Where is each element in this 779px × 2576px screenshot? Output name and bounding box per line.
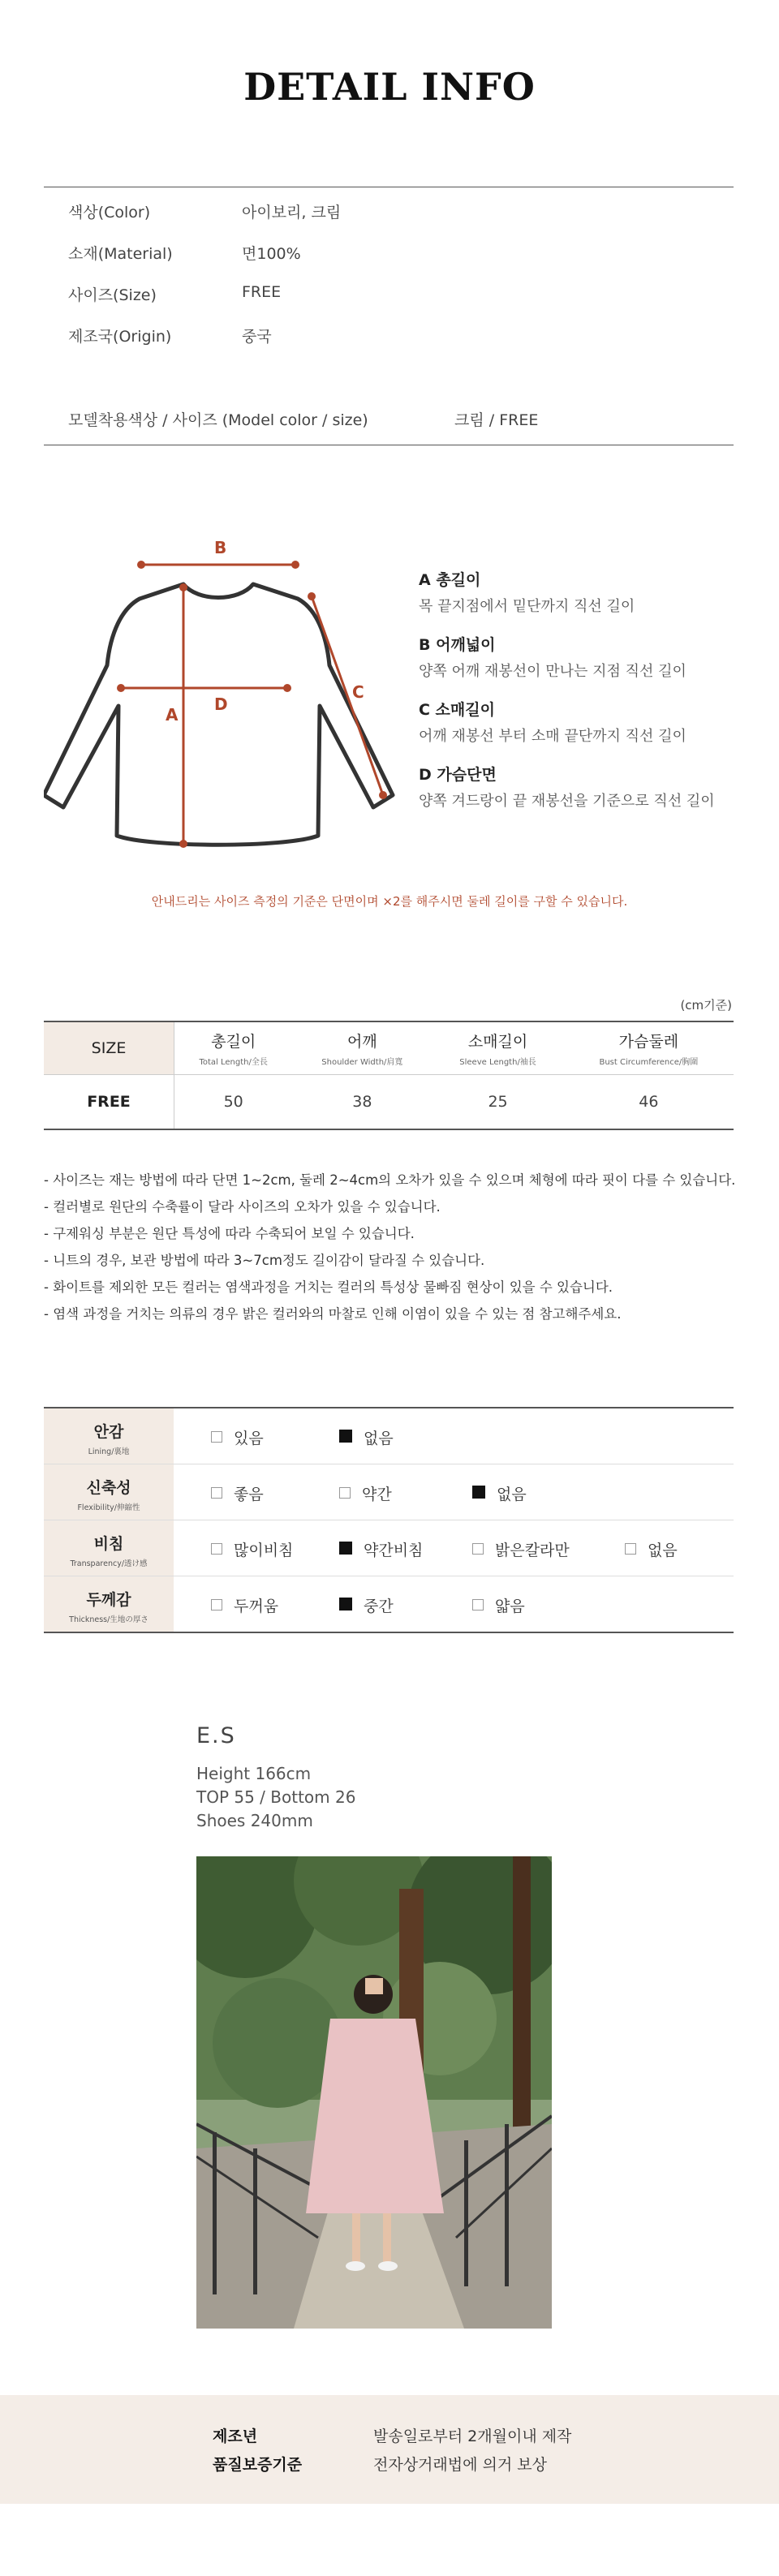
fabric-label [44,1520,174,1576]
diagram-letter-a: A [166,705,179,725]
fabric-label-ko: 비침 [93,1535,124,1553]
header-ko: 총길이 [211,1033,256,1051]
measurement-d [419,763,715,811]
fabric-option [339,1538,423,1560]
table-header-row [44,1021,734,1075]
fabric-option [211,1426,264,1448]
info-value: 아이보리, 크림 [242,204,342,221]
model-name: E.S [196,1723,236,1748]
info-label: 소재(Material) [68,245,173,263]
option-label: 없음 [364,1430,394,1447]
option-label: 있음 [234,1430,264,1447]
checkbox-checked-icon [339,1598,352,1611]
fabric-row-transparency [44,1520,734,1576]
diagram-letter-c: C [352,682,364,702]
header-ko: 소매길이 [467,1033,528,1051]
header-en: Shoulder Width/肩寬 [321,1058,403,1067]
info-label: 사이즈(Size) [68,286,157,304]
note-line: - 사이즈는 재는 방법에 따라 단면 1~2cm, 둘레 2~4cm의 오차가 있을 수 있으며 체형에 따라 핏이 다를 수 있습니다. [44,1172,736,1188]
option-label: 중간 [364,1598,394,1615]
fabric-row-thickness [44,1576,734,1633]
size-note: 안내드리는 사이즈 측정의 기준은 단면이며 ×2를 해주시면 둘레 길이를 구할 수 있습니다. [151,894,628,909]
size-table [44,1021,734,1130]
measurement-b [419,633,686,681]
footer-label: 품질보증기준 [213,2456,303,2474]
checkbox-checked-icon [339,1542,352,1555]
checkbox-icon [211,1487,222,1499]
model-size: TOP 55 / Bottom 26 [196,1787,356,1807]
fabric-option [472,1482,527,1504]
header-en: Bust Circumference/胸圍 [599,1058,699,1067]
note-line: - 니트의 경우, 보관 방법에 따라 3~7cm정도 길이감이 달라질 수 있습니다. [44,1253,485,1268]
option-label: 약간 [362,1486,392,1503]
model-shoes: Shoes 240mm [196,1811,313,1830]
fabric-option [211,1594,278,1616]
info-value: 크림 / FREE [454,411,539,429]
checkbox-checked-icon [339,1430,352,1443]
fabric-option [339,1426,394,1448]
fabric-row-lining [44,1407,734,1464]
info-label: 제조국(Origin) [68,328,172,346]
table-header-cell [564,1021,734,1075]
checkbox-icon [211,1543,222,1555]
size-notes [44,1167,758,1327]
option-label: 없음 [648,1542,678,1559]
fabric-label [44,1464,174,1520]
measurement-desc: 어깨 재봉선 부터 소매 끝단까지 직선 길이 [419,728,686,745]
note-line: - 화이트를 제외한 모든 컬러는 염색과정을 거치는 컬러의 특성상 물빠짐 현상이 있을 수 있습니다. [44,1279,613,1295]
option-label: 약간비침 [364,1542,424,1559]
garment-outline [44,584,393,845]
fabric-label [44,1576,174,1632]
fabric-option [339,1482,392,1504]
model-photo [196,1856,552,2329]
note-line: - 컬러별로 원단의 수축률이 달라 사이즈의 오차가 있을 수 있습니다. [44,1199,441,1215]
fabric-option [211,1482,264,1504]
checkbox-icon [472,1543,484,1555]
measurement-title: B 어깨넓이 [419,636,496,654]
model-spec [196,1762,355,1833]
fabric-label-ko: 안감 [93,1423,124,1441]
checkbox-icon [472,1599,484,1611]
footer-info [0,2395,779,2504]
table-row [44,1075,734,1130]
info-label: 모델착용색상 / 사이즈 (Model color / size) [68,411,368,429]
table-header-cell [292,1021,432,1075]
table-header-cell [432,1021,563,1075]
checkbox-icon [339,1487,351,1499]
header-ko: 어깨 [346,1033,377,1051]
header-en: Sleeve Length/袖長 [459,1058,536,1067]
option-label: 많이비침 [234,1542,294,1559]
option-label: 없음 [497,1486,527,1503]
checkbox-icon [211,1599,222,1611]
model-height: Height 166cm [196,1764,312,1783]
header-en: Total Length/全長 [199,1058,268,1067]
option-label: 얇음 [495,1598,525,1615]
diagram-letter-d: D [214,695,228,714]
option-label: 밝은칼라만 [495,1542,570,1559]
header-ko: 가슴둘레 [618,1033,679,1051]
fabric-label-en: Transparency/透け感 [70,1559,148,1568]
footer-value: 발송일로부터 2개월이내 제작 [373,2428,572,2445]
fabric-option [211,1538,293,1560]
measurement-c [419,698,686,746]
checkbox-checked-icon [472,1486,485,1499]
fabric-label [44,1408,174,1464]
unit-label: (cm기준) [680,998,732,1013]
fabric-label-ko: 신축성 [86,1479,131,1497]
measurement-title: A 총길이 [419,571,481,589]
diagram-letter-b: B [214,538,227,557]
page-title: DETAIL INFO [243,65,536,109]
measurement-desc: 목 끝지점에서 밑단까지 직선 길이 [419,598,635,615]
table-cell: 50 [174,1075,293,1130]
measurement-title: D 가슴단면 [419,766,497,784]
note-line: - 염색 과정을 거치는 의류의 경우 밝은 컬러와의 마찰로 인해 이염이 있을 수 있는 점 참고해주세요. [44,1306,622,1322]
fabric-table [44,1407,734,1633]
garment-measurement-diagram [44,527,409,868]
footer-label: 제조년 [213,2428,258,2445]
table-header-cell [174,1021,293,1075]
fabric-option [625,1538,678,1560]
info-value: FREE [242,283,282,301]
fabric-label-en: Lining/裏地 [88,1447,130,1456]
table-cell: 46 [564,1075,734,1130]
table-cell-size: FREE [44,1075,174,1130]
fabric-label-ko: 두께감 [86,1591,131,1609]
fabric-label-en: Flexibility/伸縮性 [77,1503,140,1512]
footer-value: 전자상거래법에 의거 보상 [373,2456,547,2474]
table-cell: 25 [432,1075,563,1130]
info-label: 색상(Color) [68,204,151,221]
fabric-row-flexibility [44,1464,734,1520]
option-label: 좋음 [234,1486,264,1503]
fabric-option [472,1538,570,1560]
measurement-a [419,568,635,616]
table-cell: 38 [292,1075,432,1130]
fabric-label-en: Thickness/生地の厚さ [69,1615,148,1624]
checkbox-icon [211,1431,222,1443]
info-value: 면100% [242,245,301,263]
fabric-option [339,1594,394,1616]
info-value: 중국 [242,328,272,346]
measurement-desc: 양쪽 겨드랑이 끝 재봉선을 기준으로 직선 길이 [419,793,715,810]
note-line: - 구제워싱 부분은 원단 특성에 따라 수축되어 보일 수 있습니다. [44,1226,415,1241]
fabric-option [472,1594,525,1616]
measurement-title: C 소매길이 [419,701,495,719]
table-header-size: SIZE [44,1021,174,1075]
measurement-desc: 양쪽 어깨 재봉선이 만나는 지점 직선 길이 [419,663,686,680]
option-label: 두꺼움 [234,1598,279,1615]
checkbox-icon [625,1543,636,1555]
